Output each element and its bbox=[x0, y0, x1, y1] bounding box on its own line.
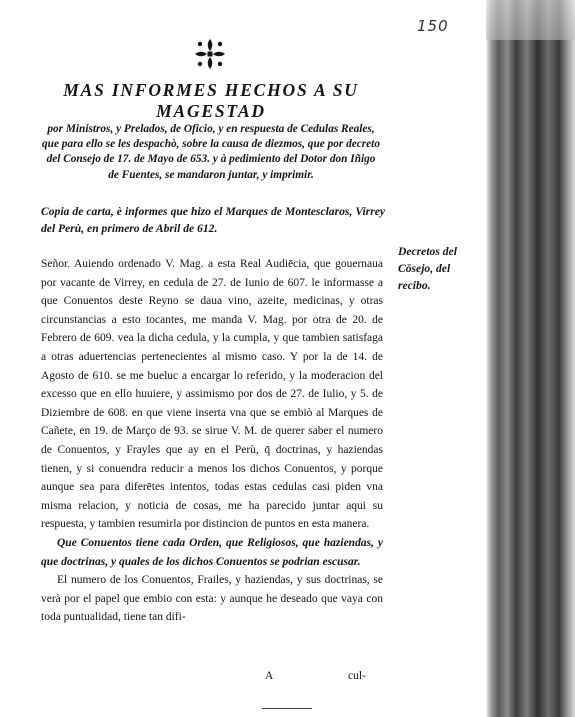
bottom-rule bbox=[262, 708, 312, 709]
body-text bbox=[41, 255, 383, 627]
page-binding-edge-shade bbox=[486, 0, 575, 40]
title-text: por Ministros, y Prelados, de Oficio, y en respuesta de Cedulas Reales, que para ello se les despachò, sobre la causa de diezmos, que por decreto del Consejo de 17. de Mayo de 653. y à pedimiento del Dotor don Iñigo de Fuentes, se mandaron juntar, y imprimir. bbox=[42, 123, 380, 181]
paragraph-1: Señor. Auiendo ordenado V. Mag. a esta Real Audiēcia, que gouernaua por vacante de Virrey, en cedula de 27. de Iunio de 607. le informasse a que Conuentos deste Reyno se daua vino, azeite, medicinas, y otras circunstancias a esto tocantes, me manda V. Mag. por otra de 20. de Febrero de 609. vea la dicha cedula, y la cumpla, y que tambien satisfaga a otras aduertencias pertenecientes al mismo caso. Y por la de 14. de Agosto de 610. se me bueluc a encargar lo referido, y la moderacion del excesso que en ello huuiere, y assimismo por dos de 27. de Iulio, y 5. de Diziembre de 608. en que viene inserta vna que se embiò al Marques de Cañete, en 19. de Março de 93. se sirue V. M. de querer saber el numero de Conuentos, y Frayles que ay en el Perù, q̄ doctrinas, y haziendas tienen, y si conuendra reducir a menos los dichos Conuentos, y porque aunque sea para diferētes intentos, todas estas cedulas casi piden vna misma relacion, y noticia de cosas, me ha parecido juntar aqui su respuesta, y tambien resumirla por distincion de puntos en esta manera. bbox=[41, 258, 383, 531]
folio-number: 150 bbox=[417, 17, 449, 35]
question-paragraph: Que Conuentos tiene cada Orden, que Religiosos, que haziendas, y que doctrinas, y quales de los dichos Conuentos se podrian escusar. bbox=[41, 536, 383, 568]
document-title bbox=[41, 80, 381, 183]
title-heading: MAS INFORMES HECHOS A SU MAGESTAD bbox=[63, 80, 359, 121]
catchword: cul- bbox=[348, 670, 366, 682]
cross-ornament-icon bbox=[193, 37, 227, 71]
margin-note: Decretos del Cōsejo, del recibo. bbox=[398, 245, 457, 292]
signature-mark: A bbox=[265, 670, 274, 682]
letter-heading: Copia de carta, è informes que hizo el Marques de Montesclaros, Virrey del Perù, en primero de Abril de 612. bbox=[41, 205, 385, 235]
page-binding-edge bbox=[486, 0, 575, 717]
paragraph-2: El numero de los Conuentos, Frailes, y haziendas, y sus doctrinas, se verà por el papel que embio con esta: y aunque he deseado que vaya con toda puntualidad, tiene tan difi- bbox=[41, 574, 383, 624]
